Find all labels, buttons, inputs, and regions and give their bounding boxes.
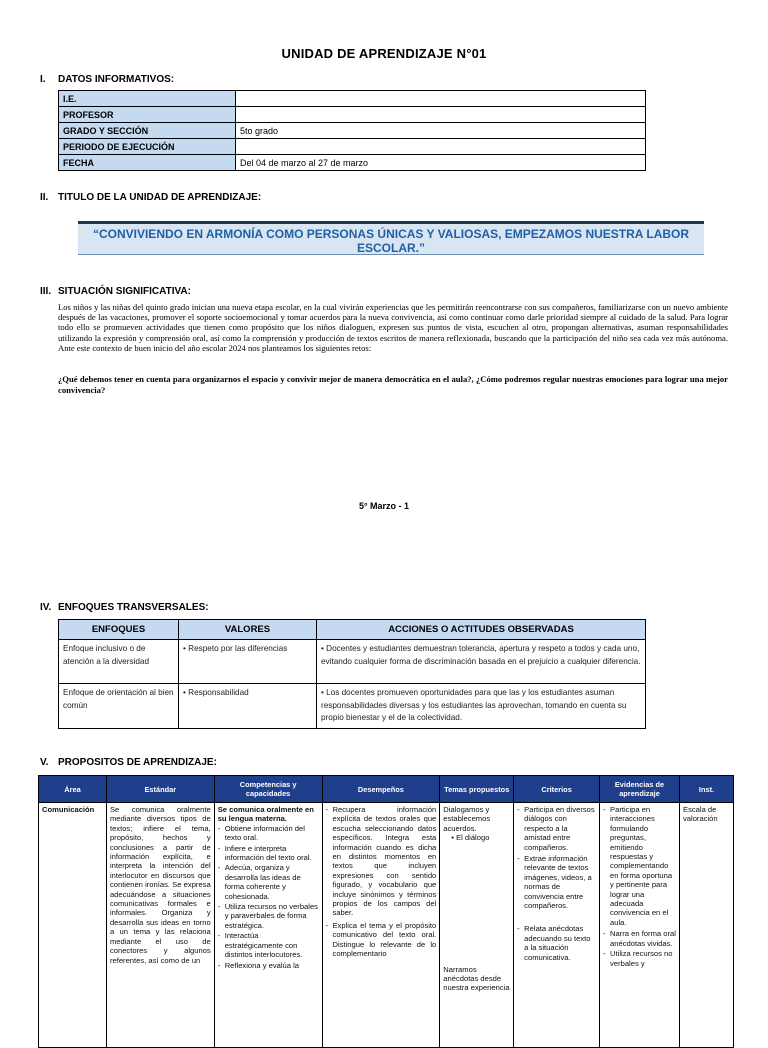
section-number: IV. <box>40 602 52 613</box>
section-label: SITUACIÓN SIGNIFICATIVA: <box>58 286 191 297</box>
area-cell <box>39 803 107 1048</box>
section-heading-enfoques <box>40 602 209 613</box>
capacidad-item: - Adecúa, organiza y desarrolla las ideas de forma coherente y cohesionada. <box>218 863 319 901</box>
capacidad-item: - Obtiene información del texto oral. <box>218 824 319 843</box>
info-row <box>59 139 646 155</box>
info-row <box>59 155 646 171</box>
enfoque-cell: Enfoque de orientación al bien común <box>59 684 179 729</box>
info-value: Del 04 de marzo al 27 de marzo <box>236 155 646 171</box>
criterio-item: - Participa en diversos diálogos con respecto a la amistad entre compañeros. <box>517 805 596 852</box>
valor-cell: • Respeto por las diferencias <box>179 640 317 684</box>
temas-bullet: • El diálogo <box>451 833 490 843</box>
criterio-item: - Relata anécdotas adecuando su texto a la situación comunicativa. <box>517 924 596 962</box>
evidencia-item: - Narra en forma oral anécdotas vividas. <box>603 929 676 948</box>
valor-text: Responsabilidad <box>188 688 249 697</box>
criterios-cell <box>514 803 600 1048</box>
section-heading-datos <box>40 74 174 85</box>
info-row <box>59 107 646 123</box>
header-enfoques: ENFOQUES <box>59 620 179 640</box>
page-title: UNIDAD DE APRENDIZAJE N°01 <box>281 46 487 61</box>
evidencias-cell <box>600 803 680 1048</box>
enfoque-cell: Enfoque inclusivo o de atención a la diversidad <box>59 640 179 684</box>
header-desempenos: Desempeños <box>322 776 440 803</box>
header-estandar: Estándar <box>106 776 214 803</box>
header-valores: VALORES <box>179 620 317 640</box>
competencia-title: Se comunica oralmente en su lengua materna. <box>217 805 314 824</box>
info-label: I.E. <box>59 91 236 107</box>
info-label: PROFESOR <box>59 107 236 123</box>
section-number: I. <box>40 74 46 85</box>
desempenos-cell <box>322 803 440 1048</box>
evidencia-item: - Participa en interacciones formulando preguntas, emitiendo respuestas y complementando en forma oportuna y pertinente para lograr una adecuada convivencia en el aula. <box>603 805 676 927</box>
estandar-cell: Se comunica oralmente mediante diversos tipos de textos; infiere el tema, propósito, hechos y conclusiones a partir de información explícita, e interpreta la intención del interlocutor en discursos que contienen ironías. Se expresa adecuándose a situaciones comunicativas formales e informales. Organiza y desarrolla sus ideas en torno a un tema y las relaciona mediante el uso de conectores y algunos referentes, así como de un <box>106 803 214 1048</box>
info-row <box>59 123 646 139</box>
section-label: DATOS INFORMATIVOS: <box>58 74 175 85</box>
valor-cell: • Responsabilidad <box>179 684 317 729</box>
situation-paragraph: Los niños y las niñas del quinto grado inician una nueva etapa escolar, en la cual vivirán experiencias que les permitirán reencontrarse con sus compañeros, familiarizarse con un nuevo ambiente después de las vacaciones, promover el soporte socioemocional y tomar acuerdos para la nueva convivencia, así como continuar como darle prioridad siempre al cuidado de la salud. Para lograr todo ello se promueven actividades que tienen como propósito que los niños dialoguen, expresen sus puntos de vista, escuchen al otro, propongan alternativas, asuman responsabilidades utilizando la expresión y comprensión oral, así como la comprensión y producción de textos escritos de manera reflexionada, buscando que la participación del niño sea cada vez más autónoma. Ante este contexto de buen inicio del año escolar 2024 nos planteamos los siguientes retos: <box>58 302 728 353</box>
header-temas: Temas propuestos <box>440 776 514 803</box>
evidencias-list <box>603 805 676 968</box>
header-area: Área <box>39 776 107 803</box>
section-number: III. <box>40 286 52 297</box>
info-value <box>236 91 646 107</box>
accion-text: Docentes y estudiantes demuestran tolerancia, apertura y respeto a todos y cada uno, evitando cualquier forma de discriminación basada en el prejuicio a cualquier diferencia. <box>321 644 641 666</box>
temas-bullet-text: El diálogo <box>456 833 490 843</box>
unit-title-banner: “CONVIVIENDO EN ARMONÍA COMO PERSONAS ÚNICAS Y VALIOSAS, EMPEZAMOS NUESTRA LABOR ESCOLAR.” <box>78 221 704 255</box>
info-value: 5to grado <box>236 123 646 139</box>
accion-text: Los docentes promueven oportunidades para que las y los estudiantes asuman responsabilidades diversas y los estudiantes las aprovechan, tomando en cuenta su propio bienestar y el de la colectividad. <box>321 688 627 722</box>
temas-second: Narramos anécdotas desde nuestra experiencia <box>443 964 510 993</box>
situation-question: ¿Qué debemos tener en cuenta para organizarnos el espacio y convivir mejor de manera democrática en el aula?, ¿Cómo podremos regular nuestras emociones para lograr una mejor convivencia? <box>58 374 728 395</box>
info-label: GRADO Y SECCIÓN <box>59 123 236 139</box>
section-number: V. <box>40 757 49 768</box>
criterio-item: - Extrae información relevante de textos imágenes, videos, a normas de convivencia entre compañeros. <box>517 854 596 910</box>
table-row <box>59 640 646 684</box>
header-inst: Inst. <box>680 776 734 803</box>
accion-cell: • Docentes y estudiantes demuestran tolerancia, apertura y respeto a todos y cada uno, evitando cualquier forma de discriminación basada en el prejuicio a cualquier diferencia. <box>317 640 646 684</box>
valor-text: Respeto por las diferencias <box>188 644 288 653</box>
competencias-cell <box>214 803 322 1048</box>
section-label: PROPOSITOS DE APRENDIZAJE: <box>58 757 217 768</box>
desempeno-item: - Explica el tema y el propósito comunicativo del texto oral. Distingue lo relevante de lo complementario <box>326 921 437 959</box>
info-value <box>236 139 646 155</box>
section-heading-propositos <box>40 757 217 768</box>
temas-cell <box>440 803 514 1048</box>
section-heading-situacion <box>40 286 191 297</box>
table-row <box>59 684 646 729</box>
info-table <box>58 90 646 171</box>
propositos-table <box>38 775 734 1048</box>
header-competencias: Competencias y capacidades <box>214 776 322 803</box>
enfoques-table <box>58 619 646 729</box>
capacidades-list <box>218 824 319 970</box>
desempeno-item: - Recupera información explícita de textos orales que escucha seleccionando datos específicos. Integra esta información cuando es dicha en distintos momentos en textos que incluyen expresiones con sentido figurado, y vocabulario que incluye sinónimos y términos propios de los campos del saber. <box>326 805 437 918</box>
info-label: FECHA <box>59 155 236 171</box>
info-value <box>236 107 646 123</box>
area-text: Comunicación <box>42 805 95 814</box>
accion-cell: • Los docentes promueven oportunidades para que las y los estudiantes asuman responsabilidades diversas y los estudiantes las aprovechan, tomando en cuenta su propio bienestar y el de la colectividad. <box>317 684 646 729</box>
info-label: PERIODO DE EJECUCIÓN <box>59 139 236 155</box>
temas-intro: Dialogamos y establecemos acuerdos. <box>443 805 491 833</box>
section-heading-titulo <box>40 192 261 203</box>
capacidad-item: - Utiliza recursos no verbales y paraverbales de forma estratégica. <box>218 902 319 930</box>
section-label: TITULO DE LA UNIDAD DE APRENDIZAJE: <box>58 192 262 203</box>
header-evidencias: Evidencias de aprendizaje <box>600 776 680 803</box>
desempenos-list <box>326 805 437 959</box>
header-criterios: Criterios <box>514 776 600 803</box>
capacidad-item: - Infiere e interpreta información del texto oral. <box>218 844 319 863</box>
instrumento-cell: Escala de valoración <box>680 803 734 1048</box>
capacidad-item: - Interactúa estratégicamente con distintos interlocutores. <box>218 931 319 959</box>
header-acciones: ACCIONES O ACTITUDES OBSERVADAS <box>317 620 646 640</box>
capacidad-item: - Reflexiona y evalúa la <box>218 961 319 970</box>
evidencia-item: - Utiliza recursos no verbales y <box>603 949 676 968</box>
info-row <box>59 91 646 107</box>
criterios-list <box>517 805 596 962</box>
section-label: ENFOQUES TRANSVERSALES: <box>58 602 209 613</box>
page-footer: 5° Marzo - 1 <box>358 501 410 511</box>
section-number: II. <box>40 192 49 203</box>
table-row <box>39 803 734 1048</box>
